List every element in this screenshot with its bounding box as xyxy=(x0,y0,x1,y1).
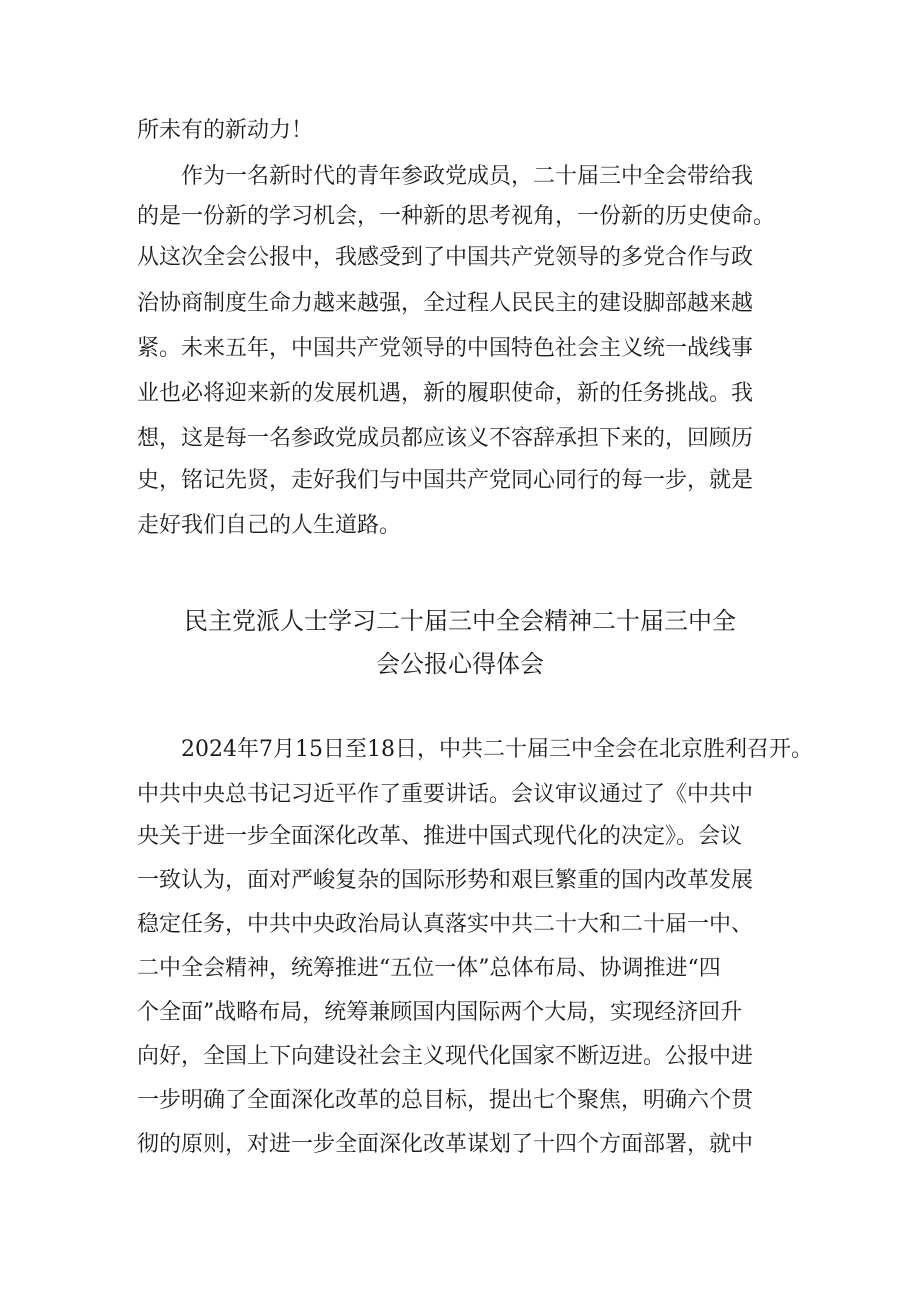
text-line: 的是一份新的学习机会，一种新的思考视角，一份新的历史使命。 xyxy=(137,204,776,229)
text-line: 个全面”战略布局，统筹兼顾国内国际两个大局，实现经济回升 xyxy=(137,1000,743,1025)
text-line: 紧。未来五年，中国共产党领导的中国特色社会主义统一战线事 xyxy=(137,336,754,361)
text-line: 向好，全国上下向建设社会主义现代化国家不断迈进。公报中进 xyxy=(137,1044,754,1069)
text-line: 想，这是每一名参政党成员都应该义不容辞承担下来的，回顾历 xyxy=(137,426,754,451)
text-line: 一步明确了全面深化改革的总目标，提出七个聚焦，明确六个贯 xyxy=(137,1088,754,1113)
text-line: 彻的原则，对进一步全面深化改革谋划了十四个方面部署，就中 xyxy=(137,1132,754,1157)
article-title-line-1: 民主党派人士学习二十届三中全会精神二十届三中全 xyxy=(184,607,736,635)
text-line: 所未有的新动力！ xyxy=(137,118,314,143)
text-line: 走好我们自己的人生道路。 xyxy=(137,513,402,538)
text-line: 作为一名新时代的青年参政党成员，二十届三中全会带给我 xyxy=(137,164,754,189)
text-line: 史，铭记先贤，走好我们与中国共产党同心同行的每一步，就是 xyxy=(137,468,754,493)
article-title-line-2: 会公报心得体会 xyxy=(376,650,544,678)
text-line: 治协商制度生命力越来越强，全过程人民民主的建设脚部越来越 xyxy=(137,291,754,316)
text-line: 一致认为，面对严峻复杂的国际形势和艰巨繁重的国内改革发展 xyxy=(137,868,754,893)
text-line: 中共中央总书记习近平作了重要讲话。会议审议通过了《中共中 xyxy=(137,782,754,807)
text-line: 二中全会精神，统筹推进“五位一体”总体布局、协调推进“四 xyxy=(137,956,721,981)
text-line: 央关于进一步全面深化改革、推进中国式现代化的决定》。会议 xyxy=(137,824,743,849)
text-line: 从这次全会公报中，我感受到了中国共产党领导的多党合作与政 xyxy=(137,245,754,270)
text-line: 稳定任务，中共中央政治局认真落实中共二十大和二十届一中、 xyxy=(137,912,754,937)
text-line: 2024年7月15日至18日，中共二十届三中全会在北京胜利召开。 xyxy=(137,737,813,762)
text-line: 业也必将迎来新的发展机遇，新的履职使命，新的任务挑战。我 xyxy=(137,381,754,406)
